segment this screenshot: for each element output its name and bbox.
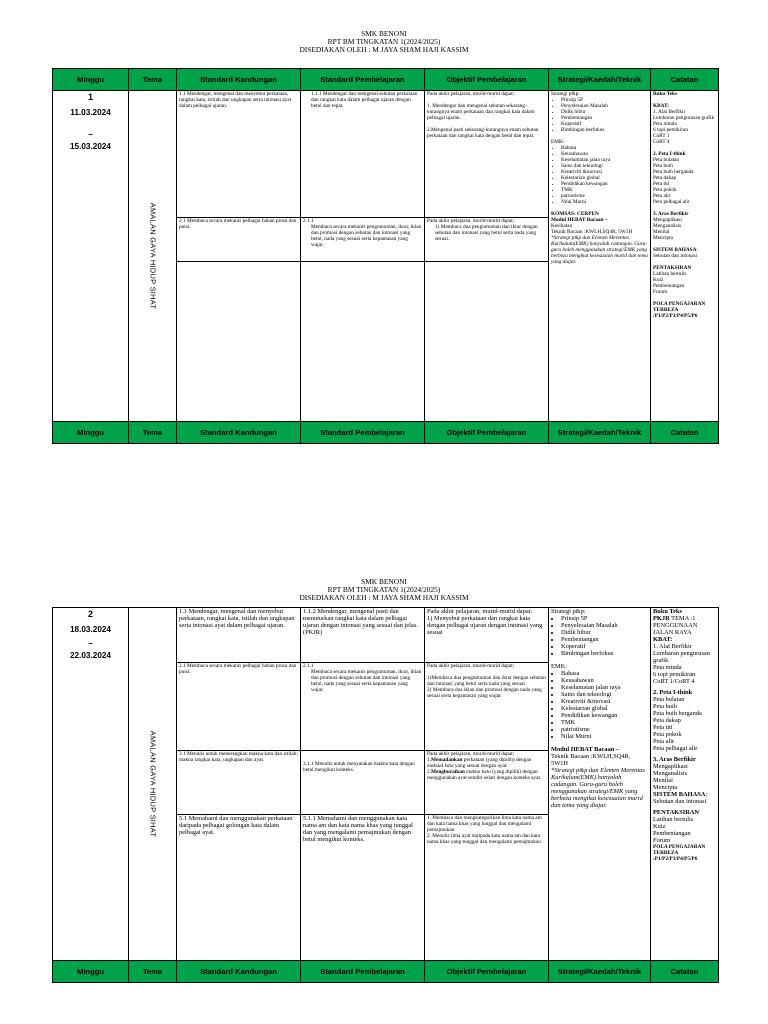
list-item: • Sains dan teknologi [561,163,648,169]
list-item: Peta minda [653,121,677,127]
list-item: Peta pokok [653,731,682,738]
op-verb: Menghuraikan [430,769,465,775]
col-objektif: Objektif Pembelajaran [425,422,549,444]
week-number: 1 [87,92,93,102]
peta-title: 2. Peta I-think [653,689,693,696]
op-em: makna kata [466,769,491,775]
op-cell [425,262,549,422]
tema-text: AMALAN GAYA HIDUP SIHAT [148,730,157,838]
list-item: Menilai [653,777,673,784]
sp-cell [301,815,425,961]
week-end: 15.03.2024 [70,142,111,151]
list-item: Menganalisis [653,223,682,229]
list-item: CoRT 1/CoRT 4 [653,678,695,685]
list-item: Peta bulatan [653,696,685,703]
tema-cell [129,608,177,961]
school-name: SMK BENONI [361,29,407,38]
modul-hebat: Modul HEBAT Bacaan – [551,746,620,753]
strategy-note: *Strategi p&p dan Elemen Merentas Kurikulum(EMK) hanyalah cadangan. Guru-guru boleh menggunakan strategi/EMK yang berbeza mengikut kesesuaian murid dan tema yang diajar. [551,235,648,265]
op-point [427,757,546,769]
komsas: KOMSAS: CERPEN [551,211,599,217]
list-item: Lembaran pengurusan grafik [653,650,710,664]
op-intro: Pada akhir pelajaran, murid-murid dapat; [427,91,515,97]
page1-header [0,30,768,53]
col-catatan: Catatan [651,422,719,444]
list-item: Lembaran pengurusan grafik [653,115,715,121]
list-item: Mencipta [653,235,674,241]
table-footer-row [53,422,719,444]
rpt-title: RPT BM TINGKATAN 1(2024/2025) [327,584,441,594]
pola-value: :P1/P2/P3/P4/P5/P6 [653,856,698,862]
list-item: Peta pokok [653,187,677,193]
pola-title: POLA PENGAJARAN TERBEZA [653,301,706,313]
list-item: Peta dakap [653,175,677,181]
peta-title: 2. Peta I-think [653,151,686,157]
list-item: Peta alir [653,193,671,199]
week-number: 2 [87,609,93,619]
week-end: 22.03.2024 [70,651,111,660]
sk-text: 1.1 Mendengar, mengenal dan menyebut perkataan, rangkai kata, istilah dan ungkapan serta intonasi ayat dalam pelbagai ujaran. [179,91,292,109]
table-row [53,91,719,218]
op-point: 2. Menulis lima ayat daripada kata nama am dan kata nama khas yang tunggal dan mengalami pemajmukan [427,833,541,845]
list-item: • Pembentangan [561,636,648,643]
buku-teks: Buku Teks [653,91,678,97]
sk-text: 5.1 Memahami dan menggunakan perkataan daripada pelbagai golongan kata dalam pelbagai ayat. [179,815,293,836]
col-standard-pembelajaran: Standard Pembelajaran [301,961,425,983]
sp-text: Membaca secara mekanis pengumuman, ikrar, iklan dan promosi dengan sebutan dan intonasi yang betul, nada yang sesuai serta kepantasan yang wajar. [311,224,422,248]
list-item: 6 topi pemikiran [653,127,689,133]
emk-title: EMK: [551,663,567,670]
week-start: 18.03.2024 [70,625,111,634]
col-objektif: Objektif Pembelajaran [425,69,549,91]
sp-text: 3.1.1 Menulis untuk menyatakan makna kata dengan betul mengikut konteks. [303,761,415,773]
list-item: • Koperatif [561,643,648,650]
list-item: Kuiz [653,823,666,830]
sp-text: 1.1.1 Mendengar dan mengenal sebutan perkataan dan rangkai kata dalam pelbagai ujaran dengan betul dan tepat. [311,91,418,109]
catatan-cell [651,91,719,422]
sistem-label: SISTEM BAHASA [653,791,706,798]
op-num: 1. [427,757,431,763]
col-strategi: Strategi/Kaedah/Teknik [549,69,651,91]
list-item: Peta bulatan [653,157,680,163]
aras-title: 3. Aras Berfikir [653,211,689,217]
list-item: Latihan bertulis [653,816,694,823]
list-item: Peta dakap [653,717,681,724]
list-item: Peta minda [653,664,682,671]
week-cell [53,608,129,961]
table-row [53,608,719,663]
list-item: • Kelestarian global [561,175,648,181]
list-item: Peta titi [653,181,670,187]
buku-teks: Buku Teks [653,608,682,615]
col-catatan: Catatan [651,961,719,983]
col-objektif: Objektif Pembelajaran [425,961,549,983]
op-point: 2) Membaca dua iklan dan promosi dengan nada yang sesuai serta kepantasan yang wajar. [427,687,542,699]
list-item: • Pembentangan [561,115,648,121]
list-item: Mengaplikasi [653,217,682,223]
list-item: Peta titi [653,724,673,731]
sk-cell [177,815,301,961]
list-item: • Didik hibur [561,629,648,636]
list-item: • Sains dan teknologi [561,691,648,698]
sp-text: 5.1.1 Memahami dan menggunakan kata nama am dan kata nama khas yang tunggal dan yang mengalami pemajmukan dengan betul mengikut konteks. [303,815,413,843]
pola-value: :P1/P2/P3/P4/P5/P6 [653,313,698,319]
list-item: Peta buih [653,703,677,710]
op-intro: Pada akhir pelajaran, murid-murid dapat; [427,218,515,224]
rpt-title: RPT BM TINGKATAN 1(2024/2025) [327,36,441,46]
sistem-label: SISTEM BAHASA [653,247,697,253]
col-strategi: Strategi/Kaedah/Teknik [549,422,651,444]
op-cell [425,91,549,218]
list-item: • Keusahawan [561,151,648,157]
sk-cell [177,218,301,262]
pkjr-line [653,615,716,636]
col-minggu: Minggu [53,69,129,91]
prepared-by: DISEDIAKAN OLEH : M JAYA SHAM HAJI KASSIM [299,44,469,54]
sk-text: 2.1 Membaca secara mekanis pelbagai bahan prosa dan puisi. [179,218,297,230]
modul-hebat: Modul HEBAT Bacaan – [551,217,608,223]
list-item: • Bimbingan berfokus [561,650,648,657]
col-minggu: Minggu [53,422,129,444]
list-item: • Bahasa [561,145,648,151]
sp-text: Membaca secara mekanis pengumuman, ikrar, iklan dan promosi dengan sebutan dan intonasi yang betul, nada yang sesuai serta kepantasan yang wajar. [311,669,422,693]
col-tema: Tema [129,69,177,91]
tema-text: AMALAN GAYA HIDUP SIHAT [148,202,157,310]
op-cell [425,608,549,663]
strategy-cell [549,608,651,961]
op-intro: Pada akhir pelajaran, murid-murid dapat; [427,663,515,669]
op-cell [425,663,549,751]
list-item: • Didik hibur [561,109,648,115]
col-standard-kandungan: Standard Kandungan [177,422,301,444]
list-item: • Bahasa [561,670,648,677]
pola-title: POLA PENGAJARAN TERBEZA [653,844,706,856]
sp-cell [301,663,425,751]
week-start: 11.03.2024 [70,108,111,117]
col-tema: Tema [129,422,177,444]
sk-text: 2.1 Membaca secara mekanis pelbagai bahan prosa dan puisi. [179,663,297,675]
list-item: • Keselamatan jalan raya [561,157,648,163]
teknik-bacaan: Teknik Bacaan :KWLH,SQ4R, 5W1H [551,753,631,767]
list-item: • Keusahawan [561,677,648,684]
list-item: Peta pelbagai alir [653,199,690,205]
week-dash: – [88,639,93,648]
list-item: Peta buih berganda [653,169,694,175]
col-standard-pembelajaran: Standard Pembelajaran [301,422,425,444]
aras-title: 3. Aras Berfikir [653,756,696,763]
op-point: 1) Menyebut perkataan dan rangkai kata dengan pelbagai ujaran dengan intonasi yang sesuai [427,615,543,636]
list-item: Latihan bertulis [653,271,687,277]
op-intro: Pada akhir pelajaran, murid-murid dapat; [427,751,515,757]
list-item: • Keselamatan jalan raya [561,684,648,691]
strategy-title: Strategi p&p: [551,608,586,615]
list-item: Forum [653,289,668,295]
col-standard-kandungan: Standard Kandungan [177,961,301,983]
list-item: Mengaplikasi [653,763,688,770]
sp-cell [301,751,425,815]
list-item: 6 topi pemikiran [653,671,696,678]
sistem-text: : Sebutan dan intonasi [653,791,708,805]
list-item: • patriotisme [561,726,648,733]
sp-cell [301,91,425,218]
week-dash: – [88,130,93,139]
sk-text: 3.1 Menulis untuk menerangkan makna kata dan istilah; makna rangkai kata, ungkapan dan ayat. [179,751,298,763]
op-verb: Memadankan [430,757,463,763]
op-text: perkataan (yang dipilih) dengan [462,757,532,763]
op-point: 1. Membaca dan mengkategorikan lima kata nama am dan kata nama khas yang tunggal dan mengalami pemajmukan [427,815,542,833]
op-point: 1)Membaca dua pengumuman dan ikrar dengan sebutan dan intonasi yang betul serta nada yang sesuai. [427,675,546,687]
list-item: • Nilai Murni [561,733,648,740]
list-item: • patriotisme [561,193,648,199]
strategy-title: Strategi p&p: [551,91,580,97]
list-item: • Prinsip 5P [561,615,648,622]
strategy-note: *Strategi p&p dan Elemen Merentas Kurikulum(EMK) hanyalah cadangan. Guru-guru boleh menggunakan strategi/EMK yang berbeza mengikut kesesuaian murid dan tema yang diajar. [551,767,645,809]
sp-cell [301,218,425,262]
pentaksiran-title: PENTAKSIRAN [653,809,700,816]
op-point: 2.Mengenal pasti sekurang-kurangnya enam sebutan perkataan dan rangkai kata dengan betul dan tepat. [427,127,539,139]
col-standard-pembelajaran: Standard Pembelajaran [301,69,425,91]
sk-cell [177,751,301,815]
list-item: • TMK [561,187,648,193]
list-item: CoRT 1 [653,133,670,139]
list-item: • Nilai Murni [561,199,648,205]
list-item: Pembentangan [653,283,685,289]
list-item: 1. Alat Berfikir [653,643,692,650]
list-item: Peta pelbagai alir [653,745,698,752]
list-item: • Kreativiti &inovasi [561,169,648,175]
list-item: • Penyelesaian Masalah [561,622,648,629]
modul-hebat-sub: Kesihatan [551,223,573,229]
tema-cell [129,91,177,422]
page2-header [0,578,768,601]
op-cell [425,218,549,262]
strategy-list [551,615,648,657]
table-header-row [53,69,719,91]
sistem-bahasa [653,247,716,259]
col-tema: Tema [129,961,177,983]
sistem-bahasa [653,791,716,805]
rpt-table-week1 [52,68,719,444]
sk-cell [177,663,301,751]
list-item: • Pendidikan kewangan [561,712,648,719]
list-item: • TMK [561,719,648,726]
list-item: Pembentangan [653,830,691,837]
sp-text: 1.1.2 Mendengar, mengenal pasti dan menuturkan rangkai kata dalam pelbagai ujaran dengan intonasi yang sesuai dan jelas.(PKJR) [303,608,418,636]
pkjr-text: TEMA :1 PENGGUNAAN JALAN RAYA [653,615,698,636]
teknik-bacaan: Teknik Bacaan :KWLH,SQ4R, 5W1H [551,229,633,235]
op-point: 1) Membaca dua pengumuman dan ikrar dengan sebutan dan intonasi yang betul serta nada yang sesuai. [435,224,538,242]
sp-code: 2.1.1 [303,663,314,669]
school-name: SMK BENONI [361,577,407,586]
op-em: maksud kata [427,763,454,769]
op-point: 1. Mendengar dan mengenal sebutan sekarang-kurangnya enam perkataan dan rangkai kata dalam pelbagai ujaran. [427,103,535,121]
sk-cell [177,608,301,663]
list-item: Peta buih berganda [653,710,702,717]
list-item: Forum [653,837,671,844]
sistem-text: : Sebutan dan intonasi [653,247,698,259]
sp-cell [301,608,425,663]
sp-code: 2.1.1 [303,218,314,224]
kbat-title: KBAT: [653,103,669,109]
emk-title: EMK: [551,139,565,145]
list-item: • Kelestarian global [561,705,648,712]
sp-cell [301,262,425,422]
rpt-table-week2 [52,607,719,983]
list-item: • Bimbingan berfokus [561,127,648,133]
col-catatan: Catatan [651,69,719,91]
kbat-title: KBAT: [653,636,673,643]
strategy-list [551,97,648,133]
list-item: CoRT 4 [653,139,670,145]
op-num: 2. [427,769,431,775]
pentaksiran-title: PENTAKSIRAN [653,265,692,271]
sk-cell [177,91,301,218]
col-minggu: Minggu [53,961,129,983]
week-cell [53,91,129,422]
op-cell [425,751,549,815]
list-item: Mencipta [653,784,678,791]
list-item: Menilai [653,229,670,235]
catatan-cell [651,608,719,961]
op-cell [425,815,549,961]
list-item: • Penyelesaian Masalah [561,103,648,109]
list-item: • Pendidikan kewangan [561,181,648,187]
list-item: 1. Alat Berfikir [653,109,686,115]
op-intro: Pada akhir pelajaran, murid-murid dapat: [427,608,533,615]
sk-text: 1.1 Mendengar, mengenal dan menyebut perkataan, rangkai kata, istilah dan ungkapan serta intonasi ayat dalam pelbagai ujaran. [179,608,295,629]
op-point [427,769,546,781]
sk-cell [177,262,301,422]
op-text: yang sesuai dengan ayat. [453,763,508,769]
list-item: Menganalisis [653,770,688,777]
op-text: (yang dipilih) dengan menggunakan ayat sendiri selari dengan konteks ayat. [427,769,542,781]
list-item: Kuiz [653,277,664,283]
emk-list [551,670,648,740]
col-standard-kandungan: Standard Kandungan [177,69,301,91]
list-item: Peta alir [653,738,675,745]
strategy-cell [549,91,651,422]
emk-list [551,145,648,205]
pkjr-label: PKJR [653,615,670,622]
list-item: Peta buih [653,163,673,169]
list-item: • Prinsip 5P [561,97,648,103]
list-item: • Koperatif [561,121,648,127]
prepared-by: DISEDIAKAN OLEH : M JAYA SHAM HAJI KASSIM [299,592,469,602]
list-item: • Kreativiti &inovasi [561,698,648,705]
table-footer-row [53,961,719,983]
col-strategi: Strategi/Kaedah/Teknik [549,961,651,983]
